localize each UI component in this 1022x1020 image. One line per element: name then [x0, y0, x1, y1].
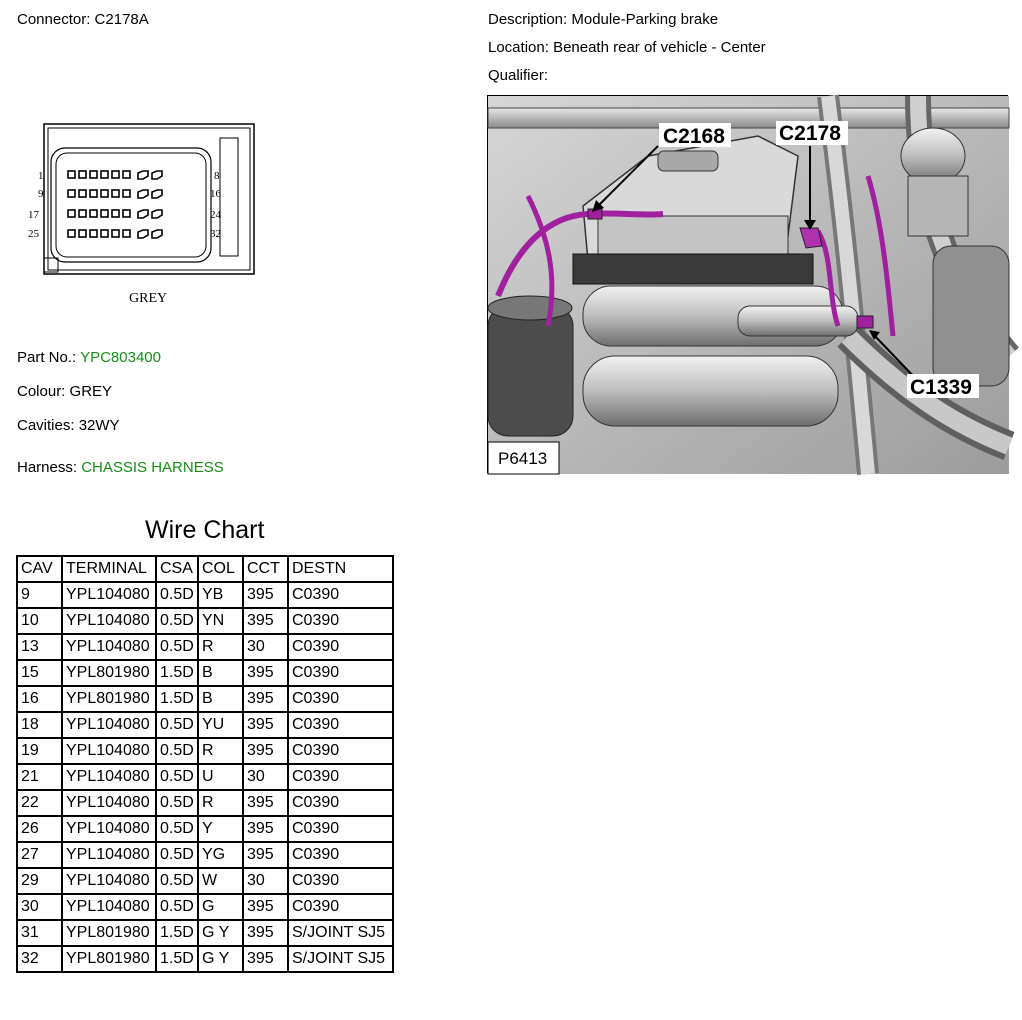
cell-col: G Y: [198, 920, 243, 946]
connector-id: C2178A: [94, 11, 149, 28]
cell-cct: 395: [243, 712, 288, 738]
connector-cavity-block: [51, 148, 211, 262]
part-no-line: [17, 349, 161, 366]
cell-col: Y: [198, 816, 243, 842]
cell-destn: C0390: [288, 764, 393, 790]
cell-terminal: YPL104080: [62, 790, 156, 816]
cell-col: R: [198, 790, 243, 816]
cell-col: B: [198, 686, 243, 712]
pin-cavity-large: [152, 171, 162, 179]
cell-cav: 26: [17, 816, 62, 842]
description-value: Module-Parking brake: [571, 11, 719, 28]
cell-col: G: [198, 894, 243, 920]
cell-cct: 395: [243, 660, 288, 686]
cell-csa: 0.5D: [156, 608, 198, 634]
cell-terminal: YPL801980: [62, 946, 156, 972]
pin-cavity: [79, 190, 86, 197]
cell-cct: 395: [243, 894, 288, 920]
cell-cav: 18: [17, 712, 62, 738]
wire-chart-title: Wire Chart: [145, 516, 265, 544]
pin-row-label-right: 16: [210, 188, 221, 200]
photo-ref: P6413: [498, 449, 548, 468]
pin-cavity-large: [152, 210, 162, 218]
cell-cct: 395: [243, 920, 288, 946]
cell-destn: C0390: [288, 582, 393, 608]
cell-destn: C0390: [288, 686, 393, 712]
pin-cavity: [68, 171, 75, 178]
pin-cavity: [123, 190, 130, 197]
pin-cavity: [79, 230, 86, 237]
callout-c2168: C2168: [663, 125, 725, 148]
cell-terminal: YPL801980: [62, 920, 156, 946]
cell-cct: 395: [243, 816, 288, 842]
location-illustration: [488, 96, 1009, 474]
cell-destn: C0390: [288, 660, 393, 686]
cell-csa: 1.5D: [156, 660, 198, 686]
cell-cav: 22: [17, 790, 62, 816]
cell-cct: 30: [243, 764, 288, 790]
cell-csa: 0.5D: [156, 816, 198, 842]
table-row: [17, 582, 393, 608]
pin-row-label-left: 25: [28, 228, 39, 240]
cell-csa: 0.5D: [156, 790, 198, 816]
cell-destn: S/JOINT SJ5: [288, 920, 393, 946]
part-no-value[interactable]: YPC803400: [80, 349, 161, 366]
cell-csa: 0.5D: [156, 764, 198, 790]
cell-terminal: YPL104080: [62, 634, 156, 660]
pin-cavity: [112, 210, 119, 217]
cell-csa: 0.5D: [156, 842, 198, 868]
header-terminal: TERMINAL: [62, 556, 156, 582]
cell-cav: 29: [17, 868, 62, 894]
connector-outer-shell: [44, 124, 254, 274]
pin-cavity: [90, 210, 97, 217]
cell-destn: C0390: [288, 712, 393, 738]
cell-csa: 1.5D: [156, 686, 198, 712]
cell-cct: 30: [243, 868, 288, 894]
pin-cavity: [123, 210, 130, 217]
table-row: [17, 946, 393, 972]
cell-col: W: [198, 868, 243, 894]
cell-col: YN: [198, 608, 243, 634]
header-cav: CAV: [17, 556, 62, 582]
qualifier-label: Qualifier:: [488, 67, 549, 84]
colour-line: [17, 383, 112, 400]
cell-cct: 395: [243, 790, 288, 816]
location-label: Location:: [488, 39, 549, 56]
harness-label: Harness:: [17, 459, 78, 476]
cell-col: R: [198, 738, 243, 764]
callout-c2178: C2178: [779, 122, 841, 145]
cell-col: YB: [198, 582, 243, 608]
connector-c1339-shape: [857, 316, 873, 328]
cell-destn: C0390: [288, 894, 393, 920]
module-base: [598, 216, 788, 254]
table-row: [17, 790, 393, 816]
table-row: [17, 660, 393, 686]
cell-col: G Y: [198, 946, 243, 972]
description-label: Description:: [488, 11, 568, 28]
cell-cav: 32: [17, 946, 62, 972]
cell-destn: C0390: [288, 790, 393, 816]
cell-cav: 19: [17, 738, 62, 764]
cell-destn: C0390: [288, 738, 393, 764]
cell-cav: 13: [17, 634, 62, 660]
connector-cavity-inner: [56, 153, 206, 257]
cavities-line: [17, 417, 120, 434]
cell-destn: C0390: [288, 842, 393, 868]
connector-latch: [220, 138, 238, 256]
cell-destn: S/JOINT SJ5: [288, 946, 393, 972]
table-row: [17, 712, 393, 738]
pin-cavity: [123, 171, 130, 178]
table-row: [17, 816, 393, 842]
cell-terminal: YPL104080: [62, 842, 156, 868]
cell-col: B: [198, 660, 243, 686]
pin-cavity: [79, 210, 86, 217]
cell-terminal: YPL104080: [62, 764, 156, 790]
cell-terminal: YPL104080: [62, 868, 156, 894]
left-drum-top: [488, 296, 572, 320]
table-row: [17, 634, 393, 660]
wire-chart-header-row: [17, 556, 393, 582]
cell-col: YG: [198, 842, 243, 868]
wire-chart-body: [17, 582, 393, 972]
pin-cavity-large: [138, 230, 148, 238]
connector-colour-caption: GREY: [129, 291, 168, 306]
cell-terminal: YPL104080: [62, 894, 156, 920]
cell-terminal: YPL801980: [62, 660, 156, 686]
pin-cavity: [68, 210, 75, 217]
cell-cct: 395: [243, 842, 288, 868]
connector-title: [17, 11, 149, 28]
table-row: [17, 842, 393, 868]
pin-cavity-large: [152, 230, 162, 238]
colour-value: GREY: [69, 383, 113, 400]
cell-destn: C0390: [288, 634, 393, 660]
table-row: [17, 894, 393, 920]
pin-cavity: [68, 190, 75, 197]
pin-cavity: [90, 230, 97, 237]
pin-cavity: [90, 190, 97, 197]
connector-label: Connector:: [17, 11, 91, 28]
pin-cavity-large: [152, 190, 162, 198]
cell-cct: 395: [243, 608, 288, 634]
header-col: COL: [198, 556, 243, 582]
pin-row-label-left: 1: [38, 170, 44, 182]
pin-cavity: [68, 230, 75, 237]
cell-terminal: YPL104080: [62, 608, 156, 634]
pin-cavity: [112, 171, 119, 178]
cell-csa: 1.5D: [156, 920, 198, 946]
cell-terminal: YPL801980: [62, 686, 156, 712]
cell-terminal: YPL104080: [62, 738, 156, 764]
table-row: [17, 764, 393, 790]
header-destn: DESTN: [288, 556, 393, 582]
pin-grid: [68, 171, 162, 238]
cell-cav: 10: [17, 608, 62, 634]
cell-csa: 0.5D: [156, 868, 198, 894]
colour-label: Colour:: [17, 383, 66, 400]
cell-cct: 395: [243, 686, 288, 712]
table-row: [17, 920, 393, 946]
harness-value[interactable]: CHASSIS HARNESS: [81, 459, 224, 476]
header-csa: CSA: [156, 556, 198, 582]
cell-col: YU: [198, 712, 243, 738]
cell-destn: C0390: [288, 816, 393, 842]
pin-cavity: [101, 171, 108, 178]
cavities-value: 32WY: [78, 417, 120, 434]
cell-cav: 21: [17, 764, 62, 790]
cell-destn: C0390: [288, 608, 393, 634]
cell-cav: 31: [17, 920, 62, 946]
cell-terminal: YPL104080: [62, 712, 156, 738]
cell-cct: 30: [243, 634, 288, 660]
part-no-label: Part No.:: [17, 349, 77, 366]
pin-cavity-large: [138, 190, 148, 198]
table-row: [17, 686, 393, 712]
reservoir-mount: [908, 176, 968, 236]
harness-line: [17, 459, 224, 476]
cell-cav: 9: [17, 582, 62, 608]
pin-cavity: [101, 210, 108, 217]
side-panel: [933, 246, 1009, 386]
cell-destn: C0390: [288, 868, 393, 894]
cell-csa: 0.5D: [156, 712, 198, 738]
cell-csa: 0.5D: [156, 634, 198, 660]
cylinder-lower: [583, 356, 838, 426]
cell-cav: 16: [17, 686, 62, 712]
cell-col: U: [198, 764, 243, 790]
pin-cavity-large: [138, 171, 148, 179]
header-cct: CCT: [243, 556, 288, 582]
table-row: [17, 868, 393, 894]
actuator: [738, 306, 858, 336]
cavities-label: Cavities:: [17, 417, 75, 434]
module-cap: [658, 151, 718, 171]
table-row: [17, 738, 393, 764]
location-photo: [487, 95, 1008, 473]
pin-cavity: [112, 190, 119, 197]
pin-cavity: [79, 171, 86, 178]
wire-chart-table: [16, 555, 394, 973]
cell-cct: 395: [243, 946, 288, 972]
cell-csa: 0.5D: [156, 738, 198, 764]
pin-row-label-right: 32: [210, 228, 221, 240]
cell-csa: 0.5D: [156, 894, 198, 920]
cell-terminal: YPL104080: [62, 582, 156, 608]
pin-row-label-right: 24: [210, 209, 221, 221]
location-value: Beneath rear of vehicle - Center: [553, 39, 766, 56]
cell-cav: 15: [17, 660, 62, 686]
pin-row-label-left: 17: [28, 209, 39, 221]
cell-cav: 30: [17, 894, 62, 920]
pin-cavity: [123, 230, 130, 237]
callout-c1339: C1339: [910, 376, 972, 399]
pin-row-label-right: 8: [214, 170, 220, 182]
description-line: [488, 11, 718, 28]
cell-cav: 27: [17, 842, 62, 868]
cell-cct: 395: [243, 582, 288, 608]
pin-cavity-large: [138, 210, 148, 218]
cell-terminal: YPL104080: [62, 816, 156, 842]
connector-face-diagram: [28, 118, 263, 313]
module-bracket: [573, 254, 813, 284]
cell-csa: 0.5D: [156, 582, 198, 608]
cell-cct: 395: [243, 738, 288, 764]
cell-col: R: [198, 634, 243, 660]
pin-cavity: [101, 230, 108, 237]
pin-cavity: [90, 171, 97, 178]
qualifier-line: [488, 67, 548, 84]
pin-cavity: [112, 230, 119, 237]
left-drum: [488, 306, 573, 436]
cell-csa: 1.5D: [156, 946, 198, 972]
pin-row-label-left: 9: [38, 188, 44, 200]
table-row: [17, 608, 393, 634]
pin-cavity: [101, 190, 108, 197]
location-line: [488, 39, 766, 56]
